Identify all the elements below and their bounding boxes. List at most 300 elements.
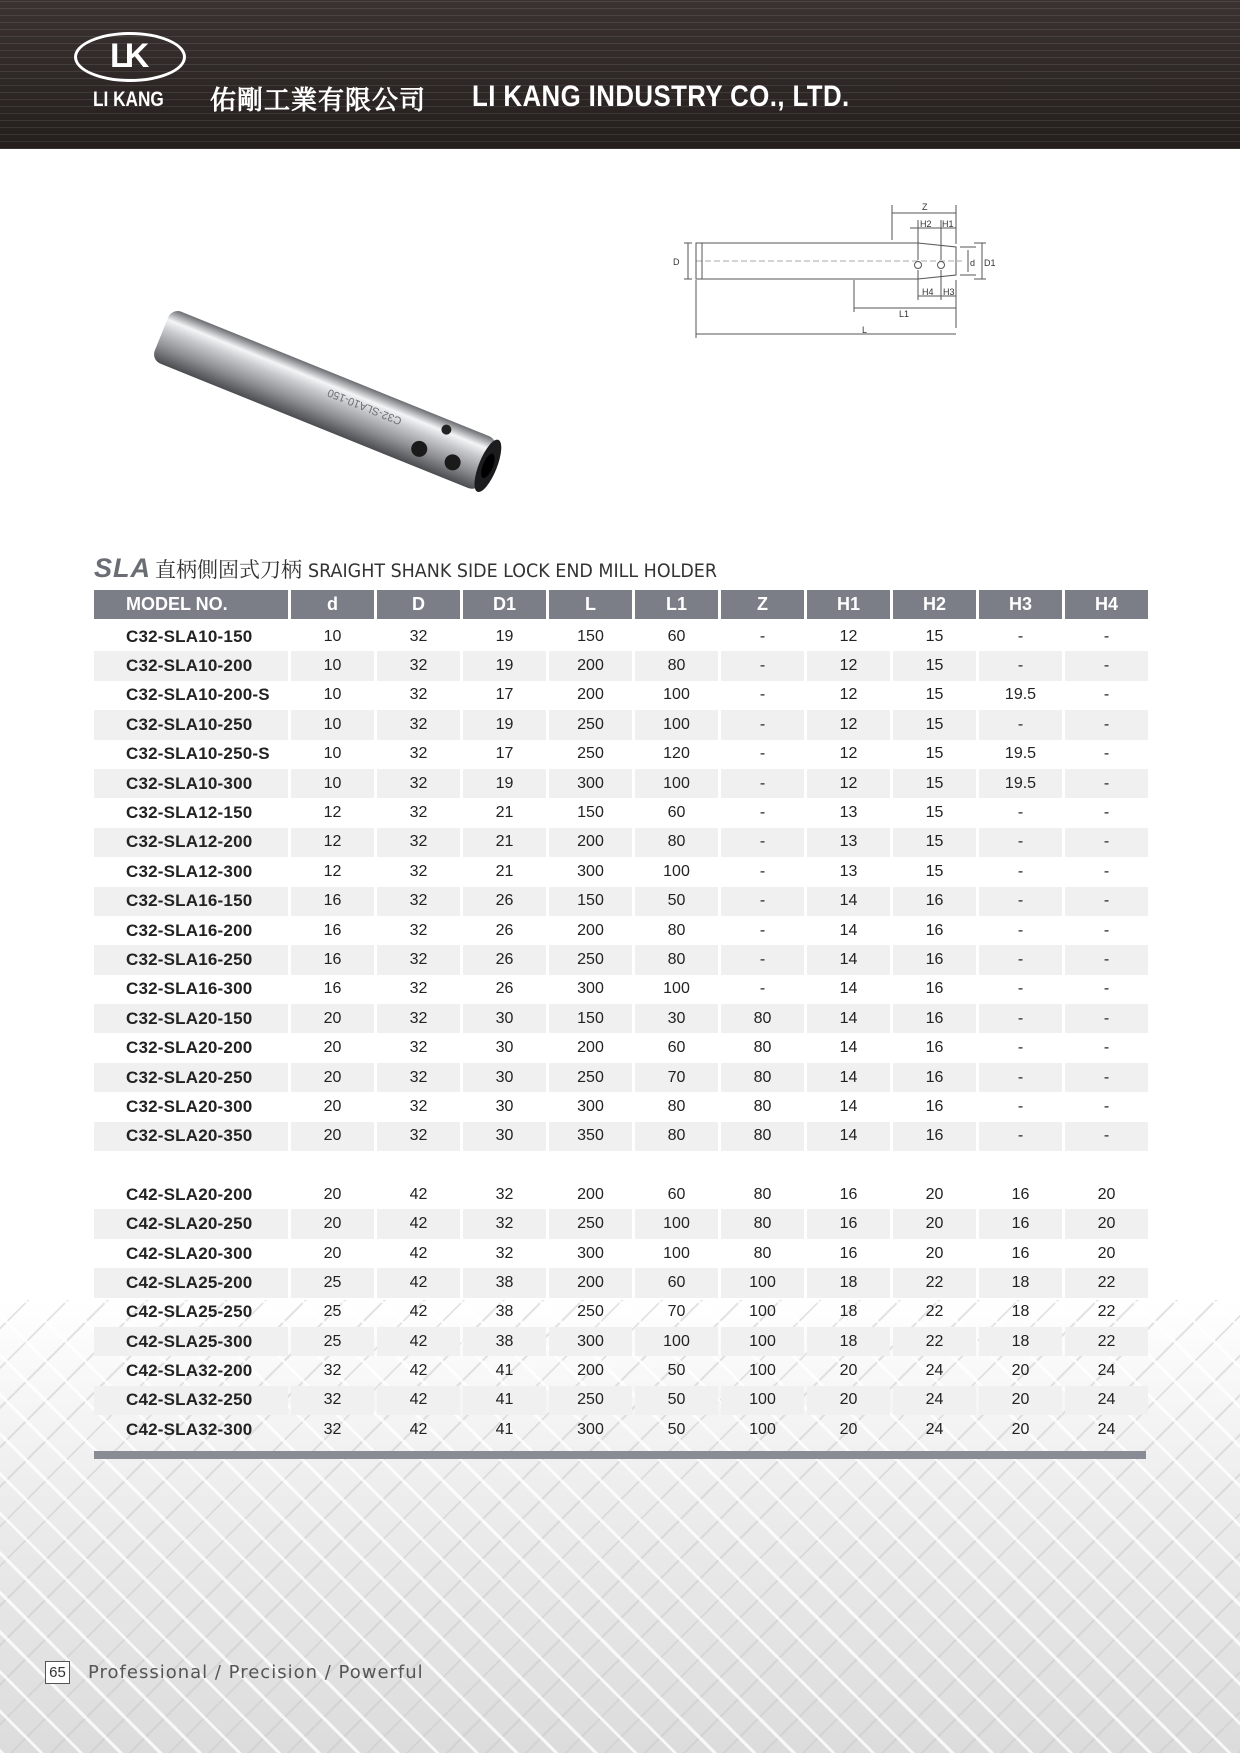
table-cell: 22 (893, 1327, 976, 1356)
table-cell: - (759, 921, 766, 939)
table-cell: 13 (839, 804, 858, 822)
table-cell: 60 (635, 1268, 718, 1297)
table-cell: 200 (549, 828, 632, 857)
product-photo (150, 290, 550, 520)
table-cell: 80 (667, 921, 686, 939)
footer-tagline: Professional / Precision / Powerful (88, 1662, 424, 1683)
table-cell (635, 1151, 718, 1180)
table-cell: - (721, 945, 804, 974)
table-cell: 60 (667, 804, 686, 822)
table-cell: 14 (807, 887, 890, 916)
table-cell: 16 (839, 1244, 858, 1262)
table-cell: 20 (839, 1362, 858, 1380)
table-cell: - (1017, 1039, 1024, 1057)
table-cell: 70 (667, 1303, 686, 1321)
table-cell: 100 (635, 1209, 718, 1238)
table-cell: 41 (495, 1420, 514, 1438)
page-number: 65 (45, 1661, 70, 1684)
model-number-cell: C32-SLA20-300 (126, 1096, 253, 1116)
table-cell (549, 1151, 632, 1180)
table-cell: 22 (893, 1268, 976, 1297)
model-number-cell: C32-SLA20-350 (94, 1122, 288, 1151)
table-cell: 16 (925, 980, 944, 998)
table-cell: 16 (893, 1063, 976, 1092)
table-cell: 18 (979, 1327, 1062, 1356)
table-row (94, 798, 1148, 827)
table-cell: - (979, 945, 1062, 974)
table-cell: 10 (291, 710, 374, 739)
table-cell: 16 (925, 1039, 944, 1057)
table-cell: - (1103, 686, 1110, 704)
table-cell: 10 (323, 686, 342, 704)
table-cell: 26 (463, 887, 546, 916)
column-header: D1 (463, 590, 546, 622)
table-cell: - (759, 804, 766, 822)
table-cell: 32 (409, 804, 428, 822)
table-cell: 200 (549, 1268, 632, 1297)
table-row (94, 622, 1148, 651)
table-cell: 20 (1065, 1209, 1148, 1238)
table-cell: 200 (577, 1039, 604, 1057)
table-cell: 20 (979, 1386, 1062, 1415)
table-cell: 42 (377, 1209, 460, 1238)
table-cell: 20 (323, 1185, 342, 1203)
table-cell: 19.5 (1004, 686, 1037, 704)
table-cell: 32 (377, 769, 460, 798)
table-cell: 32 (323, 1362, 342, 1380)
table-cell: 80 (721, 1063, 804, 1092)
table-cell: 41 (495, 1362, 514, 1380)
table-cell: 42 (377, 1268, 460, 1297)
table-cell: 32 (409, 1039, 428, 1057)
table-cell: 20 (839, 1420, 858, 1438)
table-cell: 100 (663, 862, 690, 880)
company-name-english: LI KANG INDUSTRY CO., LTD. (472, 80, 850, 113)
table-cell: 300 (577, 862, 604, 880)
dim-label-h3: H3 (943, 287, 955, 297)
technical-drawing (664, 200, 1072, 350)
table-cell: - (721, 651, 804, 680)
table-cell: 42 (409, 1244, 428, 1262)
table-cell: 20 (807, 1386, 890, 1415)
model-number-cell: C42-SLA25-300 (94, 1327, 288, 1356)
table-cell: 100 (663, 980, 690, 998)
table-cell: 42 (409, 1420, 428, 1438)
table-cell: 42 (409, 1185, 428, 1203)
table-cell: 24 (1065, 1386, 1148, 1415)
dim-label-z: Z (922, 202, 928, 212)
table-cell: 16 (323, 980, 342, 998)
model-number-cell: C32-SLA20-250 (94, 1063, 288, 1092)
table-row (94, 1180, 1148, 1209)
table-cell: 16 (979, 1209, 1062, 1238)
table-cell: 12 (807, 710, 890, 739)
table-row (94, 1209, 1148, 1238)
company-name-chinese: 佑剛工業有限公司 (210, 86, 427, 116)
table-cell: 80 (753, 1185, 772, 1203)
table-row (94, 857, 1148, 886)
table-cell: 12 (323, 862, 342, 880)
table-cell: 14 (807, 1063, 890, 1092)
table-cell: 15 (893, 769, 976, 798)
model-number-cell: C32-SLA10-250-S (126, 744, 270, 764)
table-cell: 17 (495, 745, 514, 763)
table-cell: 20 (291, 1063, 374, 1092)
table-cell: 38 (495, 1303, 514, 1321)
column-header: L1 (635, 590, 718, 622)
table-cell: 13 (807, 828, 890, 857)
table-cell: 250 (549, 1063, 632, 1092)
table-cell: - (1017, 804, 1024, 822)
table-cell: 15 (893, 828, 976, 857)
table-cell: - (1065, 945, 1148, 974)
table-cell: 15 (925, 627, 944, 645)
page-header (0, 0, 1240, 149)
table-cell: 21 (495, 804, 514, 822)
table-row (94, 1092, 1148, 1121)
table-cell: 16 (323, 921, 342, 939)
table-cell: 80 (721, 1122, 804, 1151)
table-cell: 300 (577, 1244, 604, 1262)
table-cell: 21 (463, 828, 546, 857)
table-cell: 19 (495, 627, 514, 645)
model-number-cell: C32-SLA10-200 (94, 651, 288, 680)
table-cell: 24 (1097, 1362, 1116, 1380)
table-cell (893, 1151, 976, 1180)
table-cell: 38 (463, 1327, 546, 1356)
table-cell: 80 (635, 651, 718, 680)
table-cell: 300 (577, 1420, 604, 1438)
table-cell: 30 (495, 1097, 514, 1115)
table-cell: 100 (635, 769, 718, 798)
table-cell: - (759, 980, 766, 998)
section-title (94, 553, 753, 587)
column-header: Z (721, 590, 804, 622)
table-cell: 15 (893, 651, 976, 680)
model-number-cell: C32-SLA10-200-S (126, 685, 270, 705)
table-cell: 20 (291, 1122, 374, 1151)
section-title-english: SRAIGHT SHANK SIDE LOCK END MILL HOLDER (308, 560, 717, 582)
dim-label-d1: D1 (984, 258, 996, 268)
table-cell: 16 (839, 1185, 858, 1203)
table-cell (807, 1151, 890, 1180)
table-cell: 16 (893, 887, 976, 916)
spec-table (91, 590, 1151, 1445)
table-cell: 70 (635, 1063, 718, 1092)
table-cell: 50 (635, 887, 718, 916)
table-cell: 120 (663, 745, 690, 763)
table-cell: 32 (377, 1122, 460, 1151)
table-cell: 200 (577, 686, 604, 704)
table-cell: 80 (721, 1209, 804, 1238)
table-cell: 20 (925, 1185, 944, 1203)
table-cell: 80 (635, 945, 718, 974)
table-cell: 20 (1097, 1185, 1116, 1203)
table-cell: 10 (291, 769, 374, 798)
dim-label-l: L (862, 325, 868, 335)
table-cell: 20 (291, 1209, 374, 1238)
table-cell: 19 (463, 651, 546, 680)
table-cell: 80 (721, 1004, 804, 1033)
table-cell: - (1103, 980, 1110, 998)
model-number-cell: C42-SLA32-200 (126, 1361, 253, 1381)
table-row (94, 1063, 1148, 1092)
table-cell: 30 (495, 1039, 514, 1057)
model-number-cell: C32-SLA12-200 (94, 828, 288, 857)
table-cell: 25 (323, 1303, 342, 1321)
table-cell: 24 (925, 1420, 944, 1438)
table-cell (979, 1151, 1062, 1180)
model-number-cell: C32-SLA12-150 (126, 803, 253, 823)
table-cell: 32 (409, 921, 428, 939)
table-row (94, 1268, 1148, 1297)
table-cell: 32 (495, 1185, 514, 1203)
table-cell: 22 (1065, 1327, 1148, 1356)
column-header: H2 (893, 590, 976, 622)
table-cell: 18 (807, 1327, 890, 1356)
table-cell: - (979, 1122, 1062, 1151)
table-cell: 32 (409, 745, 428, 763)
table-cell: 100 (749, 1362, 776, 1380)
table-cell: 32 (495, 1244, 514, 1262)
table-header-row (94, 590, 1148, 622)
table-cell: 42 (377, 1327, 460, 1356)
dim-label-big-d: D (673, 257, 680, 267)
table-cell: 38 (463, 1268, 546, 1297)
table-cell: - (979, 1063, 1062, 1092)
table-cell: 80 (635, 1122, 718, 1151)
table-cell: 14 (839, 921, 858, 939)
table-cell: - (721, 710, 804, 739)
table-row (94, 887, 1148, 916)
model-number-cell: C32-SLA20-150 (94, 1004, 288, 1033)
table-cell: 32 (377, 828, 460, 857)
table-cell: 41 (463, 1386, 546, 1415)
logo-text: LI KANG (93, 88, 164, 111)
table-cell: 200 (577, 921, 604, 939)
table-cell: 100 (635, 710, 718, 739)
table-cell: 30 (463, 1122, 546, 1151)
table-cell: - (1017, 921, 1024, 939)
table-row (94, 740, 1148, 769)
model-number-cell: C32-SLA16-200 (126, 920, 253, 940)
table-cell: 16 (893, 1122, 976, 1151)
table-cell: 60 (667, 627, 686, 645)
table-cell (721, 1151, 804, 1180)
table-cell: 20 (323, 1244, 342, 1262)
table-cell: 16 (291, 945, 374, 974)
table-cell: 12 (839, 627, 858, 645)
table-cell: 350 (549, 1122, 632, 1151)
table-cell: - (759, 627, 766, 645)
table-cell: 18 (1011, 1303, 1030, 1321)
table-cell: 80 (635, 828, 718, 857)
table-row (94, 1356, 1148, 1385)
table-cell: - (759, 745, 766, 763)
model-number-cell: C32-SLA20-200 (126, 1038, 253, 1058)
table-cell: - (759, 862, 766, 880)
table-cell: 300 (549, 769, 632, 798)
table-cell: 20 (893, 1209, 976, 1238)
model-number-cell: C32-SLA10-250 (94, 710, 288, 739)
table-cell: 200 (549, 651, 632, 680)
table-cell: 42 (377, 1386, 460, 1415)
table-cell: - (979, 887, 1062, 916)
table-cell: 80 (667, 1097, 686, 1115)
table-cell: 100 (635, 1327, 718, 1356)
table-cell: 50 (667, 1362, 686, 1380)
table-cell: 60 (667, 1039, 686, 1057)
table-cell: 150 (549, 1004, 632, 1033)
table-cell: 250 (577, 1303, 604, 1321)
table-cell: - (1017, 980, 1024, 998)
table-row (94, 1386, 1148, 1415)
table-row (94, 916, 1148, 945)
table-cell: 30 (635, 1004, 718, 1033)
table-cell: 80 (753, 1039, 772, 1057)
table-cell: 13 (839, 862, 858, 880)
model-number-cell: C42-SLA20-250 (94, 1209, 288, 1238)
table-cell: 20 (1097, 1244, 1116, 1262)
table-cell: 20 (1011, 1420, 1030, 1438)
table-cell: 12 (839, 745, 858, 763)
table-cell: 10 (323, 627, 342, 645)
table-cell: - (1017, 862, 1024, 880)
table-cell: 18 (839, 1303, 858, 1321)
table-cell: 32 (463, 1209, 546, 1238)
table-cell: 10 (323, 745, 342, 763)
table-bottom-bar (94, 1451, 1146, 1459)
model-number-cell: C42-SLA25-200 (94, 1268, 288, 1297)
table-cell: 32 (409, 980, 428, 998)
table-cell: 42 (409, 1303, 428, 1321)
table-cell: 18 (807, 1268, 890, 1297)
column-header: H3 (979, 590, 1062, 622)
table-cell: 16 (893, 1004, 976, 1033)
table-cell: 250 (549, 945, 632, 974)
table-cell: 15 (925, 862, 944, 880)
table-cell: 14 (807, 945, 890, 974)
table-cell: 15 (925, 804, 944, 822)
column-header: d (291, 590, 374, 622)
table-cell: 19.5 (979, 769, 1062, 798)
table-cell: - (1065, 651, 1148, 680)
model-number-cell: C32-SLA12-300 (126, 861, 253, 881)
table-row (94, 1239, 1148, 1268)
table-cell: 32 (409, 686, 428, 704)
table-cell: 30 (463, 1004, 546, 1033)
table-cell: 14 (807, 1122, 890, 1151)
section-code: SLA (94, 553, 151, 583)
table-cell: 80 (753, 1244, 772, 1262)
table-cell: 22 (1097, 1303, 1116, 1321)
table-cell: - (721, 887, 804, 916)
table-cell: 60 (667, 1185, 686, 1203)
table-cell: 14 (839, 980, 858, 998)
table-cell: 32 (291, 1386, 374, 1415)
table-cell: - (759, 686, 766, 704)
table-cell: 200 (577, 1362, 604, 1380)
table-cell: 32 (409, 1097, 428, 1115)
dim-label-l1: L1 (899, 309, 910, 319)
table-cell: 14 (839, 1097, 858, 1115)
table-row (94, 710, 1148, 739)
table-cell: - (1017, 1097, 1024, 1115)
table-cell: 22 (1065, 1268, 1148, 1297)
column-header: H4 (1065, 590, 1148, 622)
table-cell: 25 (291, 1327, 374, 1356)
table-cell: 30 (463, 1063, 546, 1092)
table-cell: 20 (323, 1039, 342, 1057)
table-cell: 16 (925, 1097, 944, 1115)
table-cell: 14 (839, 1039, 858, 1057)
table-cell: 15 (893, 710, 976, 739)
table-cell: 250 (577, 745, 604, 763)
table-cell: 100 (721, 1268, 804, 1297)
table-cell: - (979, 1004, 1062, 1033)
product-engraving: C32-SLA10-150 (325, 386, 404, 427)
table-cell (291, 1151, 374, 1180)
table-cell: - (1065, 828, 1148, 857)
column-header: L (549, 590, 632, 622)
table-cell: 16 (893, 945, 976, 974)
table-cell: 17 (495, 686, 514, 704)
table-cell: - (1017, 627, 1024, 645)
table-row (94, 828, 1148, 857)
table-cell (463, 1151, 546, 1180)
table-cell: 300 (549, 1327, 632, 1356)
table-cell: - (979, 651, 1062, 680)
table-cell: 16 (925, 921, 944, 939)
table-cell: 150 (549, 887, 632, 916)
model-number-cell: C32-SLA10-150 (126, 626, 253, 646)
table-cell: - (1103, 862, 1110, 880)
table-cell: - (1103, 1097, 1110, 1115)
table-cell: 19 (463, 710, 546, 739)
table-cell: - (979, 828, 1062, 857)
table-cell: 32 (377, 710, 460, 739)
model-number-cell: C32-SLA16-250 (94, 945, 288, 974)
table-cell: 20 (291, 1004, 374, 1033)
table-cell: 20 (323, 1097, 342, 1115)
table-cell: 26 (495, 921, 514, 939)
dim-label-h2: H2 (920, 219, 932, 229)
table-cell: 20 (1011, 1362, 1030, 1380)
table-cell: 24 (893, 1386, 976, 1415)
model-number-cell: C42-SLA32-250 (94, 1386, 288, 1415)
table-cell: 20 (925, 1244, 944, 1262)
table-cell: 26 (495, 980, 514, 998)
table-cell: 32 (377, 1004, 460, 1033)
table-cell: 100 (721, 1327, 804, 1356)
table-cell: 21 (495, 862, 514, 880)
table-cell: - (1103, 1039, 1110, 1057)
table-cell: 10 (291, 651, 374, 680)
table-cell: 32 (377, 1063, 460, 1092)
table-cell: - (1103, 804, 1110, 822)
column-header: MODEL NO. (94, 590, 288, 622)
table-cell: 22 (925, 1303, 944, 1321)
table-cell: 15 (925, 745, 944, 763)
table-cell: 32 (409, 862, 428, 880)
table-cell: 100 (663, 686, 690, 704)
model-number-cell: C32-SLA16-150 (94, 887, 288, 916)
table-row (94, 651, 1148, 680)
table-cell (1065, 1151, 1148, 1180)
table-cell: 100 (749, 1420, 776, 1438)
table-cell: 15 (925, 686, 944, 704)
table-cell: 100 (749, 1303, 776, 1321)
